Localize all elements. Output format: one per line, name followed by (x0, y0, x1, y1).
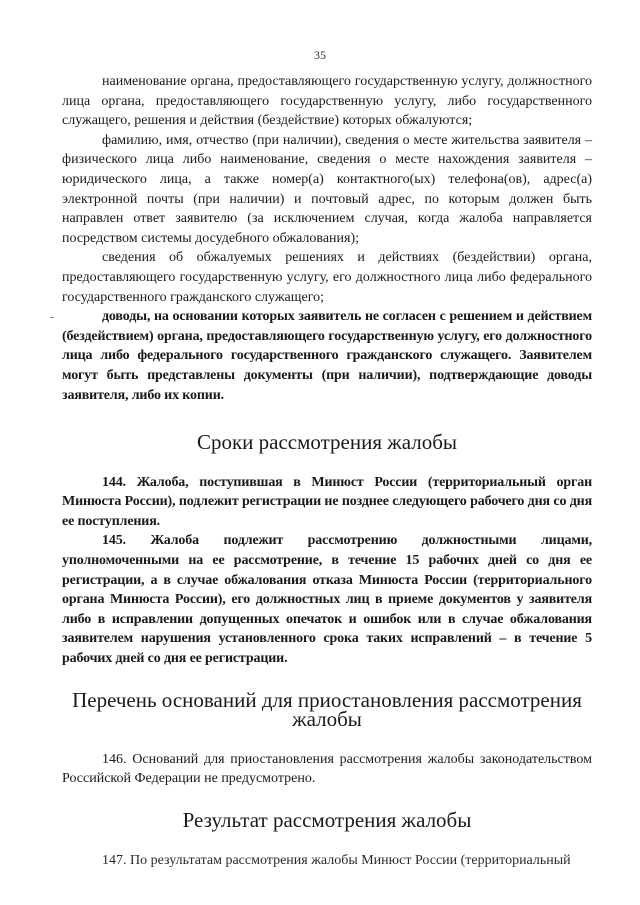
document-body (62, 72, 592, 870)
item-146: 146. Оснований для приостановления рассмотрения жалобы законодательством Российской Федерации не предусмотрено. (62, 751, 592, 787)
paragraph-appealed-decisions: сведения об обжалуемых решениях и действиях (бездействии) органа, предоставляющего государственную услугу, его должностного лица либо федерального государственного гражданского служащего; (62, 250, 592, 305)
page-number: 35 (314, 48, 326, 62)
heading-suspension-grounds: Перечень оснований для приостановления рассмотрения жалобы (72, 687, 582, 732)
paragraph-arguments: доводы, на основании которых заявитель не согласен с решением и действием (бездействием) органа, предоставляющего государственную услугу, его должностного лица либо федерального государственного гражданского служащего. Заявителем могут быть представлены документы (при наличии), подтверждающие доводы заявителя, либо их копии. (62, 309, 592, 403)
heading-review-result: Результат рассмотрения жалобы (182, 808, 472, 832)
paragraph-applicant-details: фамилию, имя, отчество (при наличии), сведения о месте жительства заявителя – физического лица либо наименование, сведения о месте нахождения заявителя – юридического лица, а также номер(а) контактного(ых) телефона(ов), адрес(а) электронной почты (при наличии) и почтовый адрес, по которым должен быть направлен ответ заявителю (за исключением случая, когда жалоба направляется посредством системы досудебного обжалования); (62, 132, 592, 246)
item-144: 144. Жалоба, поступившая в Минюст России (территориальный орган Минюста России), подлежит регистрации не позднее следующего рабочего дня со дня ее поступления. (62, 474, 592, 529)
item-147: 147. По результатам рассмотрения жалобы Минюст России (территориальный (102, 852, 571, 868)
paragraph-organ-name: наименование органа, предоставляющего государственную услугу, должностного лица органа, предоставляющего государственную услугу, либо государственного служащего, решения и действия (бездействие) которых обжалуются; (62, 74, 592, 129)
heading-review-terms: Сроки рассмотрения жалобы (196, 430, 458, 455)
scan-mark (50, 317, 54, 318)
item-145: 145. Жалоба подлежит рассмотрению должностными лицами, уполномоченными на ее рассмотрение, в течение 15 рабочих дней со дня ее регистрации, а в случае обжалования отказа Минюста России (территориального органа Минюста России), его должностных лиц в приеме документов у заявителя либо в исправлении допущенных опечаток и ошибок или в случае обжалования заявителем нарушения установленного срока таких исправлений – в течение 5 рабочих дней со дня ее регистрации. (62, 533, 592, 667)
